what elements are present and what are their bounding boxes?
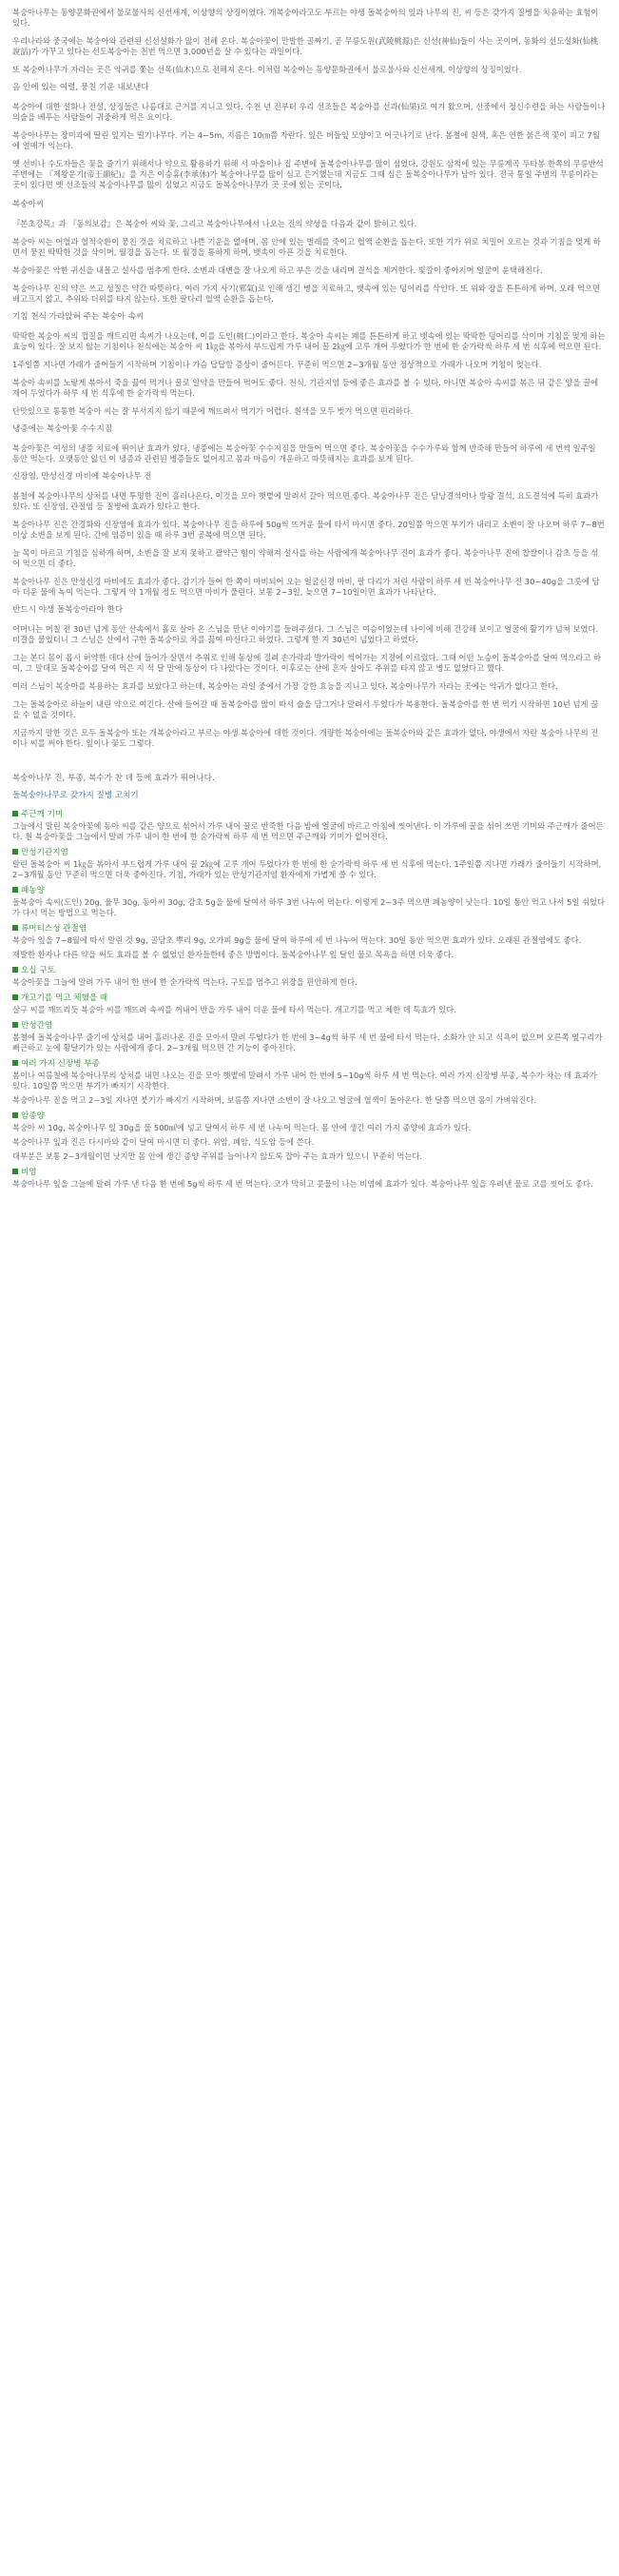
- body-paragraph: 복숭아나무 진의 약은 쓰고 성질은 약간 따뜻하다. 여러 가지 사기(邪氣)로 인해 생긴 병을 치료하고, 뱃속에 있는 덩어리를 삭인다. 또 위와 장을 튼튼하게 하며, 오래 먹으면 배고프지 않고, 추위와 더위를 타지 않는다. 또한 팔다리 혈액 순환을 돕는다.: [12, 284, 603, 304]
- subsection-heading: 만성간염: [12, 1021, 606, 1032]
- body-paragraph: 단맛있으로 통통한 복숭아 씨는 잘 부서지지 않기 때문에 깨뜨려서 먹기가 어렵다. 흰색을 모두 벗겨 먹으면 편리하다.: [12, 406, 414, 416]
- intro-paragraph: 또 복숭아나무가 자라는 곳은 악귀를 쫓는 선목(仙木)으로 전해져 온다. 이처럼 복숭아는 동양문화권에서 불로불사와 신선세계, 이상향의 상징이었다.: [12, 65, 522, 74]
- section-heading: 돌복숭아나무로 갖가지 질병 고치기: [12, 791, 139, 800]
- body-paragraph: 복숭아 속씨를 노랗게 볶아서 죽을 끓여 먹거나 꿀로 알약을 만들어 먹어도 좋다. 천식, 기관지염 등에 좋은 효과를 볼 수 있다. 아니면 복숭아 속씨를 볶은 뒤 같은 양을 꿀에 재어 두었다가 하루 세 번 식후에 한 숟가락씩 먹는다.: [12, 378, 601, 398]
- body-paragraph: 복숭아꽃은 여성의 냉증 치료에 뛰어난 효과가 있다. 냉증에는 복숭아꽃 수수지짐을 만들어 먹으면 좋다. 복숭아꽃을 수수가루와 함께 반죽해 만들어 하루에 세 번씩 일주일 동안 먹는다. 오랫동안 앓던 이 냉증과 관련된 병증들도 없어지고 몸과 마음이 개운하고 따뜻해지는 효과를 보게 된다.: [12, 443, 599, 463]
- section-heading: 기침 천식 가라앉혀 주는 복숭아 속씨: [12, 312, 145, 322]
- subsection-heading: 비염: [12, 1168, 606, 1178]
- body-paragraph: 어머니는 며칠 전 30년 넘게 동안 산속에서 홀로 살아 온 스님을 만난 이야기를 들려주셨다. 그 스님은 여승이었는데 나이에 비해 건강해 보이고 얼굴에 활기가 넘쳐 보였다. 비결을 물었더니 그 스님은 산에서 구한 돌복숭아로 차를 끓여 마신다고 하였다. 그렇게 한 지 30년이 넘었다고 하였다.: [12, 624, 601, 644]
- body-paragraph: 돌복숭아 속씨(도인) 20g, 율무 30g, 동아씨 30g, 감초 5g을 물에 달여서 하루 3번 나누어 먹는다. 이렇게 2~3주 먹으면 폐농양이 낫는다. 10일 동안 먹고 나서 5일 쉬었다가 다시 먹는 방법으로 먹는다.: [12, 897, 606, 917]
- body-paragraph: 복숭아꽃을 그늘에 말려 가루 내어 한 번에 한 숟가락씩 먹는다. 구토를 멈추고 위장을 편안하게 한다.: [12, 977, 358, 987]
- section-heading: 냉증에는 복숭아꽃 수수지짐: [12, 424, 113, 434]
- subsection-heading: 류머티스성 관절염: [12, 924, 606, 934]
- body-paragraph: 복숭아 씨는 어혈과 혈적숙환이 뭉친 것을 치료하고 나쁜 기운을 없애며, 몸 안에 있는 벌레를 죽이고 혈액 순환을 돕는다. 또한 기가 위로 치밀어 오르는 것과 기침을 멎게 하면서 뭉친 딱딱한 것을 삭이며, 월경을 돕는다. 또 월경을 통하게 하며, 뱃속이 아픈 것을 치료한다.: [12, 237, 601, 257]
- square-bullet-icon: [12, 1169, 18, 1174]
- subsection-heading: 암종양: [12, 1111, 606, 1122]
- section-heading: 옴 안에 있는 여렬, 뭉친 기운 내보낸다: [12, 83, 149, 92]
- article-body: [0, 0, 619, 1190]
- body-paragraph: 봄철에 돌복숭아나무 줄기에 상처를 내어 흘러나온 진을 모아서 말려 두었다가 한 번에 3~4g씩 하루 세 번 물에 타서 먹는다. 소화가 안 되고 식욕이 없으며 오른쪽 옆구리가 뻐근하고 눈에 황달기가 있는 사람에게 좋다. 2~3개월 먹으면 간 기능이 좋아진다.: [12, 1032, 605, 1052]
- body-paragraph: 복숭아나무 잎을 그늘에 말려 가루 낸 다음 한 번에 5g씩 하루 세 번 먹는다. 코가 막히고 콧물이 나는 비염에 효과가 있다. 복숭아나무 잎을 우려낸 물로 코를 씻어도 좋다.: [12, 1179, 593, 1189]
- body-paragraph: 대부분은 보통 2~3개월이면 낫지만 몸 안에 생긴 종양 주위를 늘어나지 않도록 잡아 주는 효과가 있으니 꾸준히 먹는다.: [12, 1151, 423, 1161]
- body-paragraph: 옛 선비나 수도자들은 꽃을 즐기기 위해서나 약으로 활용하기 위해 서 마을이나 집 주변에 돌복숭아나무를 많이 심었다. 강원도 삼척에 있는 무릉계곡 두타봉 한쪽의 무릉반석 주변에는 『제왕운기(帝王韻紀)』를 지은 이승휴(李承休)가 복숭아나무를 많이 심고 은거했는데 지금도 그때 심은 돌복숭아나무가 남아 있다. 전국 통일 주변의 무릉이라는 곳이 있다면 옛 선조들의 복숭아나무를 많이 심었고 지금도 돌복숭아나무가 곳 곳에 있는 곳이다.: [12, 159, 607, 189]
- square-bullet-icon: [12, 967, 18, 973]
- body-paragraph: 그는 본디 몸이 몹시 허약한 데다 산에 들어가 살면서 추위로 인해 동상에 걸려 손가락과 발가락이 썩어가는 지경에 이르렀다. 그때 어떤 노승이 돌복숭아를 달여 먹으라고 하여, 그 말대로 돌복숭아를 달여 먹은 지 석 달 만에 동상이 다 나았다는 것이다. 이후로는 산에 혼자 살아도 추위를 타지 않고 병도 없었다고 했다.: [12, 653, 601, 673]
- square-bullet-icon: [12, 1022, 18, 1028]
- body-paragraph: 복숭아나무 진을 먹고 2~3일 지나면 붓기가 빠지기 시작하며, 보름쯤 지나면 소변이 잘 나오고 얼굴에 혈색이 돌아온다. 한 달쯤 먹으면 몸이 가벼워진다.: [12, 1095, 537, 1105]
- body-paragraph: 딱딱한 복숭아 씨의 껍질을 깨트리면 속씨가 나오는데, 이를 도인(桃仁)이라고 한다. 복숭아 속씨는 폐를 튼튼하게 하고 뱃속에 있는 딱딱한 덩어리를 삭이며 기침을 멎게 하는 효능이 있다. 잘 보지 않는 기침이나 천식에는 복숭아 씨 1㎏을 볶아서 부드럽게 가루 내어 꿀 2㎏에 고루 개어 두었다가 한 번에 한 숟가락씩 하루 세 번 식후에 먹으면 된다.: [12, 331, 609, 351]
- section-heading: 복숭아씨: [12, 200, 45, 209]
- body-paragraph: 복숭아나무는 장미과에 딸린 잎지는 떨기나무다. 키는 4~5m, 지름은 10㎝쯤 자란다. 잎은 버들잎 모양이고 어긋나기로 난다. 봄철에 흰색, 혹은 연한 붉은색 꽃이 피고 7월에 열매가 익는다.: [12, 130, 600, 150]
- subsection-heading: 여러 가지 신장병 부종: [12, 1059, 606, 1070]
- body-paragraph: 여러 스님이 복숭아를 복용하는 효과를 보았다고 하는데, 복숭아는 과일 중에서 가장 강한 효능을 지니고 있다. 복숭아나무가 자라는 곳에는 악귀가 없다고 한다.: [12, 681, 558, 691]
- subsection-heading: 폐농양: [12, 886, 606, 896]
- square-bullet-icon: [12, 1060, 18, 1066]
- body-paragraph: 그는 돌복숭아로 하늘이 내린 약으로 여긴다. 산에 들어갈 때 돌복숭아를 많이 따서 술을 담그거나 말려서 두었다가 복용한다. 돌복숭아를 한 번 먹기 시작하면 10년 넘게 끊을 수 없을 것이다.: [12, 699, 599, 719]
- body-paragraph: 그늘에서 말린 복숭아꽃에 동아 씨를 같은 양으로 섞어서 가루 내어 꿀로 반죽한 다음 밤에 얼굴에 바르고 아침에 씻어낸다. 이 가루에 꿀을 섞어 쓰면 기미와 주근깨가 줄어든다. 흰 복숭아꽃을 그늘에서 말려 가루 내어 한 번에 한 숟가락씩 하루 세 번 먹으면 주근깨와 기미가 없어진다.: [12, 821, 604, 841]
- body-paragraph: 복숭아 잎을 7~8월에 따서 말린 것 9g, 골담초 뿌리 9g, 오가피 9g을 물에 달여 하루에 세 번 나누어 먹는다. 30일 동안 먹으면 효과가 있다. 오래된 관절염에도 좋다.: [12, 935, 582, 945]
- body-paragraph: 늘 목이 마르고 기침을 심하게 하며, 소변을 잘 보지 못하고 괄약근 힘이 약해져 설사를 하는 사람에게 복숭아나무 진이 효과가 좋다. 복숭아나무 진에 찹쌀이나 감초 등을 섞어 먹으면 더 좋다.: [12, 548, 599, 568]
- body-paragraph: 복숭아 씨 10g, 복숭아나무 잎 30g을 물 500㎖에 넣고 달여서 하루 세 번 나누어 먹는다. 몸 안에 생긴 여러 가지 종양에 효과가 있다.: [12, 1123, 472, 1132]
- section-heading: 신장염, 만성신경 마비에 복숭아나무 진: [12, 472, 152, 482]
- body-paragraph: 봄이나 여름철에 복숭아나무의 상처를 내면 나오는 진을 모아 햇볕에 말려서 가루 내어 한 번에 5~10g씩 하루 세 번 먹는다. 여러 가지 신장병 부종, 복수가 차는 데 효과가 있다. 10일쯤 먹으면 부기가 빠지기 시작한다.: [12, 1071, 600, 1091]
- body-paragraph: 『본초강목』과 『동의보감』은 복숭아 씨와 꽃, 그리고 복숭아나무에서 나오는 진의 약성을 다음과 같이 밝히고 있다.: [12, 219, 417, 228]
- body-paragraph: 봄철에 복숭아나무의 상처를 내면 투명한 진이 흘러나온다. 이것을 모아 햇볕에 말려서 갈아 먹으면 좋다. 복숭아나무 진은 담낭결석이나 방광 결석, 요도결석에 특히 효과가 있다. 또 신장염, 관절염 등 질병에 효과가 있다고 한다.: [12, 491, 601, 511]
- body-paragraph: 복숭아꽃은 악한 귀신을 내몰고 설사를 멈추게 한다. 소변과 대변을 잘 나오게 하고 부은 것을 내리며 결석을 제거한다. 빛깔이 좋아지며 얼굴이 윤택해진다.: [12, 265, 543, 275]
- body-paragraph: 복숭아나무 진은 만성신경 마비에도 효과가 좋다. 감기가 들어 한 쪽이 마비되어 오는 얼굴신경 마비, 팔 다리가 저린 사람이 하루 세 번 복숭아나무 진 30~40g을 그릇에 담아 더운 물에 녹여 먹는다. 그렇게 약 1개월 정도 먹으면 마비가 풀린다. 보통 2~3일, 늦으면 7~10일이면 효과가 나타난다.: [12, 577, 600, 597]
- square-bullet-icon: [12, 1112, 18, 1118]
- body-paragraph: 재발한 환자나 다른 약을 써도 효과를 볼 수 없었던 환자들한테 좋은 방법이다. 돌복숭아나무 잎 달인 물로 목욕을 하면 더욱 좋다.: [12, 950, 455, 959]
- body-paragraph: 복숭아나무 잎과 진은 다시마와 같이 달여 마시면 더 좋다. 위암, 폐암, 식도암 등에 쓴다.: [12, 1137, 315, 1147]
- intro-paragraph: 복숭아나무는 동양문화권에서 불로불사의 신선세계, 이상향의 상징이었다. 개복숭아라고도 부르는 야생 돌복숭아의 잎과 나무의 진, 씨 등은 갖가지 질병을 치유하는 효험이 있다.: [12, 8, 602, 28]
- subsection-heading: 오십 구토: [12, 966, 606, 976]
- subsection-heading: 만성기관지염: [12, 848, 606, 858]
- square-bullet-icon: [12, 925, 18, 931]
- body-paragraph: 살구 씨를 깨뜨리듯 복숭아 씨를 깨뜨려 속씨를 꺼내어 반을 가루 내어 더운 물에 타서 먹는다. 개고기를 먹고 체한 데 특효가 있다.: [12, 1005, 456, 1014]
- subsection-heading: 주근깨 기미: [12, 810, 606, 820]
- section-heading: 반드시 야생 돌복숭아라야 한다: [12, 605, 124, 615]
- square-bullet-icon: [12, 994, 18, 1000]
- body-paragraph: 복숭아나무 진은 간경화와 신장염에 효과가 있다. 복숭아나무 진을 하루에 50g씩 뜨거운 물에 타서 마시면 좋다. 20일쯤 먹으면 부기가 내리고 소변이 잘 나오며 하루 7~8번 이상 소변을 보게 된다. 간에 염증이 있을 때 하루 3번 공복에 먹으면 된다.: [12, 520, 608, 540]
- body-paragraph: 지금까지 말한 것은 모두 돌복숭아 또는 개복숭아라고 부르는 야생 복숭아에 대한 것이다. 개량한 복숭아에는 돌복숭아와 같은 효과가 없다. 야생에서 자란 복숭아 나무의 진이나 씨를 써야 한다. 잎이나 꽃도 그렇다.: [12, 728, 599, 748]
- subsection-heading: 개고기를 먹고 체했을 때: [12, 993, 606, 1004]
- intro-paragraph: 우리나라와 중국에는 복숭아와 관련된 신선설화가 많이 전해 온다. 복숭아꽃이 만발한 골짜기, 곧 무릉도원(武陵桃源)은 신선(神仙)들이 사는 곳이며, 동화의 선도설화(仙桃說話)가 가꾸고 있다는 선도복숭아는 천번 먹으면 3,000년을 살 수 있다는 과일이다.: [12, 36, 599, 56]
- square-bullet-icon: [12, 811, 18, 816]
- square-bullet-icon: [12, 887, 18, 893]
- square-bullet-icon: [12, 849, 18, 855]
- body-paragraph: 복숭아에 대한 설화나 전설, 상징들은 나름대로 근거를 지니고 있다. 수천 년 전부터 우리 선조들은 복숭아를 선과(仙果)로 여겨 왔으며, 신중에서 정신수련을 하는 사람들이나 의술을 베푸는 사람들이 귀중하게 먹은 요이다.: [12, 102, 609, 122]
- body-paragraph: 1주일쯤 지나면 가래가 줄어들기 시작하며 기침이나 가슴 답답함 증상이 줄어든다. 꾸준히 먹으면 2~3개월 동안 정상적으로 가래가 나오며 기침이 멎는다.: [12, 360, 542, 369]
- section-heading: 복숭아나무 진, 부종, 복수가 찬 데 등에 효과가 뛰어나다.: [12, 774, 215, 783]
- body-paragraph: 말린 돌복숭아 씨 1㎏을 볶아서 부드럽게 가루 내어 꿀 2㎏에 고루 개어 두었다가 한 번에 한 숟가락씩 하루 세 번 식후에 먹는다. 1주일쯤 지나면 가래가 줄어들기 시작하며, 2~3개월 동안 꾸준히 먹으면 더욱 좋아진다. 기침, 가래가 있는 만성기관지염 환자에게 가볍게 쓸 수 있다.: [12, 859, 604, 879]
